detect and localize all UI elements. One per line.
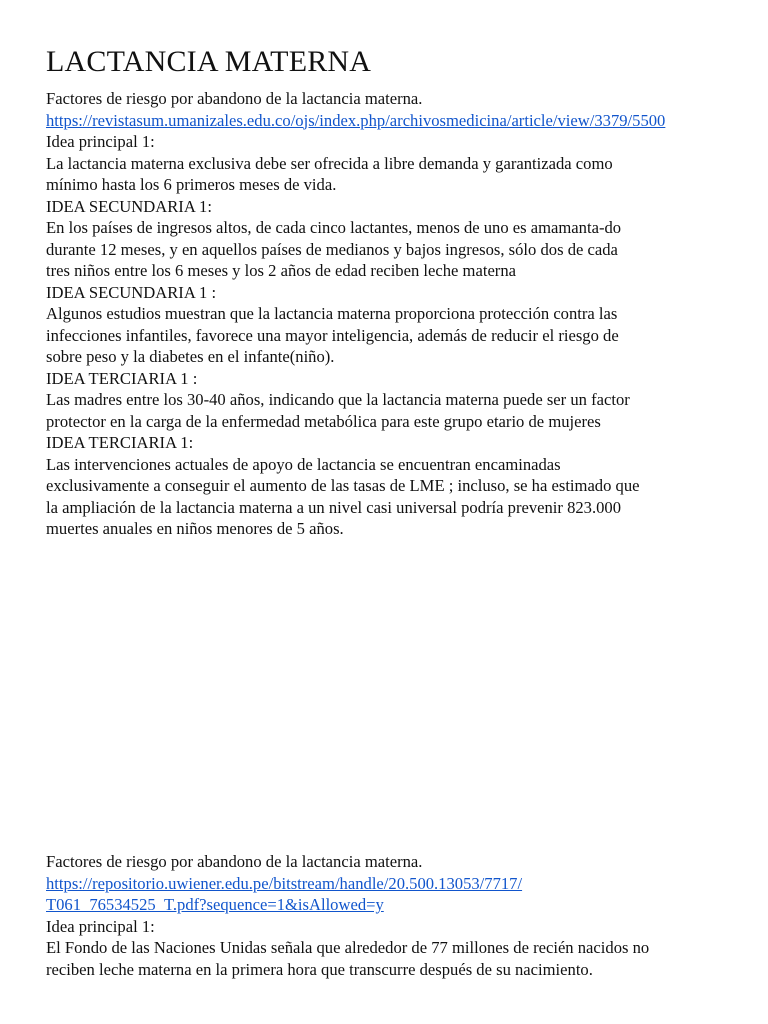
reference-link[interactable]: T061_76534525_T.pdf?sequence=1&isAllowed=y: [46, 895, 384, 914]
text-line: muertes anuales en niños menores de 5 años.: [46, 519, 344, 538]
text-line: Idea principal 1:: [46, 132, 155, 151]
text-line: la ampliación de la lactancia materna a un nivel casi universal podría prevenir 823.000: [46, 497, 622, 517]
text-line: La lactancia materna exclusiva debe ser ofrecida a libre demanda y garantizada como: [46, 153, 613, 173]
text-line: IDEA TERCIARIA 1 :: [46, 368, 198, 388]
text-line: sobre peso y la diabetes en el infante(niño).: [46, 347, 335, 366]
text-line: exclusivamente a conseguir el aumento de las tasas de LME ; incluso, se ha estimado que: [46, 476, 640, 495]
text-line: durante 12 meses, y en aquellos países de medianos y bajos ingresos, sólo dos de cada: [46, 239, 618, 259]
text-line: tres niños entre los 6 meses y los 2 años de edad reciben leche materna: [46, 261, 516, 280]
text-line: Factores de riesgo por abandono de la lactancia materna.: [46, 89, 423, 108]
text-line: El Fondo de las Naciones Unidas señala que alrededor de 77 millones de recién nacidos no: [46, 938, 650, 957]
text-line: IDEA TERCIARIA 1:: [46, 433, 194, 452]
text-line: IDEA SECUNDARIA 1:: [46, 196, 212, 216]
page-title: LACTANCIA MATERNA: [46, 45, 372, 78]
text-line: Las madres entre los 30-40 años, indicando que la lactancia materna puede ser un factor: [46, 390, 630, 409]
text-line: Las intervenciones actuales de apoyo de lactancia se encuentran encaminadas: [46, 454, 561, 474]
text-line: Factores de riesgo por abandono de la lactancia materna.: [46, 852, 423, 871]
text-line: Algunos estudios muestran que la lactancia materna proporciona protección contra las: [46, 304, 618, 323]
section-1: [46, 88, 736, 540]
text-line: mínimo hasta los 6 primeros meses de vida.: [46, 175, 337, 194]
text-line: infecciones infantiles, favorece una mayor inteligencia, además de reducir el riesgo de: [46, 325, 619, 345]
text-line: protector en la carga de la enfermedad metabólica para este grupo etario de mujeres: [46, 411, 601, 431]
text-line: reciben leche materna en la primera hora que transcurre después de su nacimiento.: [46, 959, 593, 979]
text-line: En los países de ingresos altos, de cada cinco lactantes, menos de uno es amamanta-do: [46, 218, 622, 237]
reference-link[interactable]: https://repositorio.uwiener.edu.pe/bitstream/handle/20.500.13053/7717/: [46, 873, 523, 893]
text-line: Idea principal 1:: [46, 916, 155, 936]
reference-link[interactable]: https://revistasum.umanizales.edu.co/ojs/index.php/archivosmedicina/article/view/3379/5500: [46, 110, 666, 130]
text-line: IDEA SECUNDARIA 1 :: [46, 282, 217, 302]
section-2: [46, 851, 736, 980]
